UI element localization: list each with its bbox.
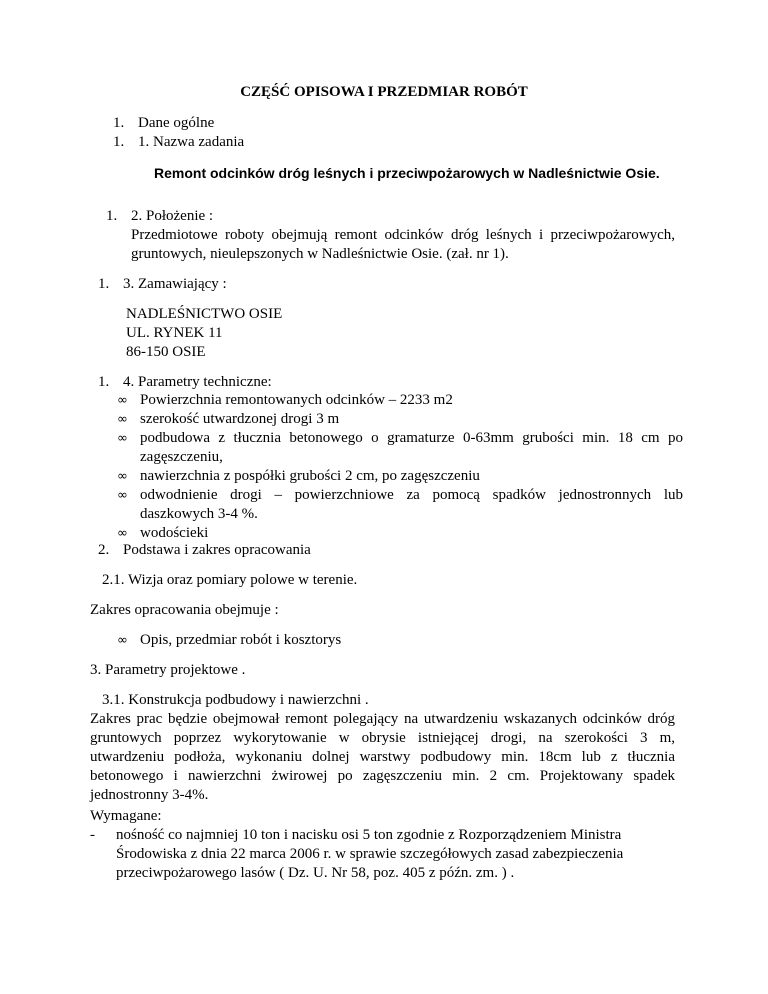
location-line-2: gruntowych, nieulepszonych w Nadleśnictwie Osie. (zał. nr 1).	[131, 246, 509, 262]
paragraph-line: betonowego i nawierzchni żwirowej po zagęszczeniu min. 2 cm. Projektowany spadek	[90, 768, 675, 784]
required-label: Wymagane:	[90, 808, 162, 824]
list-item: nawierzchnia z pospółki grubości 2 cm, po zagęszczeniu	[140, 468, 480, 484]
list-item: szerokość utwardzonej drogi 3 m	[140, 411, 340, 427]
infinity-bullet-icon: ∞	[117, 633, 128, 648]
section-1-4-heading: 4. Parametry techniczne:	[123, 374, 272, 390]
infinity-bullet-icon: ∞	[117, 526, 128, 541]
section-3-1-paragraph	[90, 711, 675, 804]
section-3-heading: 3. Parametry projektowe .	[90, 662, 246, 678]
technical-parameters-list	[0, 392, 768, 522]
section-2-number: 2.	[98, 542, 110, 558]
paragraph-line: jednostronny 3-4%.	[90, 787, 209, 803]
list-item: odwodnienie drogi – powierzchniowe za pomocą spadków jednostronnych lub	[140, 487, 683, 503]
technical-parameters-list-end	[0, 525, 768, 543]
section-1-3-number: 1.	[98, 276, 110, 292]
list-item: Powierzchnia remontowanych odcinków – 2233 m2	[140, 392, 453, 408]
section-1-heading: Dane ogólne	[138, 115, 215, 131]
paragraph-line: Zakres prac będzie obejmował remont polegający na utwardzeniu wskazanych odcinków dróg	[90, 711, 675, 727]
scope-list	[0, 632, 768, 650]
scope-label: Zakres opracowania obejmuje :	[90, 602, 279, 618]
section-1-number: 1.	[113, 115, 125, 131]
task-name: Remont odcinków dróg leśnych i przeciwpożarowych w Nadleśnictwie Osie.	[154, 165, 660, 181]
infinity-bullet-icon: ∞	[117, 393, 128, 408]
section-1-3-heading: 3. Zamawiający :	[123, 276, 227, 292]
section-1-1-number: 1.	[113, 134, 125, 150]
list-item-continuation: daszkowych 3-4 %.	[140, 506, 258, 522]
required-line: przeciwpożarowego lasów ( Dz. U. Nr 58, poz. 405 z późn. zm. ) .	[116, 865, 515, 881]
infinity-bullet-icon: ∞	[117, 488, 128, 503]
required-line: Środowiska z dnia 22 marca 2006 r. w sprawie szczegółowych zasad zabezpieczenia	[116, 846, 624, 862]
infinity-bullet-icon: ∞	[117, 431, 128, 446]
document-title: CZĘŚĆ OPISOWA I PRZEDMIAR ROBÓT	[240, 84, 528, 100]
list-item: Opis, przedmiar robót i kosztorys	[140, 632, 342, 648]
client-address-line: 86-150 OSIE	[126, 344, 206, 360]
section-1-2-number: 1.	[106, 208, 118, 224]
dash-bullet: -	[90, 827, 95, 843]
section-3-1-heading: 3.1. Konstrukcja podbudowy i nawierzchni .	[102, 692, 369, 708]
section-1-1-heading: 1. Nazwa zadania	[138, 134, 245, 150]
infinity-bullet-icon: ∞	[117, 469, 128, 484]
list-item: podbudowa z tłucznia betonowego o gramaturze 0-63mm grubości min. 18 cm po	[140, 430, 683, 446]
section-1-2-heading: 2. Położenie :	[131, 208, 214, 224]
infinity-bullet-icon: ∞	[117, 412, 128, 427]
section-2-1-heading: 2.1. Wizja oraz pomiary polowe w terenie.	[102, 572, 358, 588]
paragraph-line: gruntowych poprzez wykorytowanie w obrysie istniejącej drogi, na szerokości 3 m,	[90, 730, 675, 746]
client-address-line: NADLEŚNICTWO OSIE	[126, 306, 283, 322]
required-line: nośność co najmniej 10 ton i nacisku osi 5 ton zgodnie z Rozporządzeniem Ministra	[116, 827, 622, 843]
client-address-line: UL. RYNEK 11	[126, 325, 223, 341]
section-1-4-number: 1.	[98, 374, 110, 390]
paragraph-line: utwardzeniu podłoża, wykonaniu dolnej warstwy podbudowy min. 18cm lub z tłucznia	[90, 749, 675, 765]
list-item: wodościeki	[140, 525, 209, 541]
section-2-heading: Podstawa i zakres opracowania	[123, 542, 311, 558]
list-item-continuation: zagęszczeniu,	[140, 449, 223, 465]
location-line-1: Przedmiotowe roboty obejmują remont odcinków dróg leśnych i przeciwpożarowych,	[131, 227, 675, 243]
